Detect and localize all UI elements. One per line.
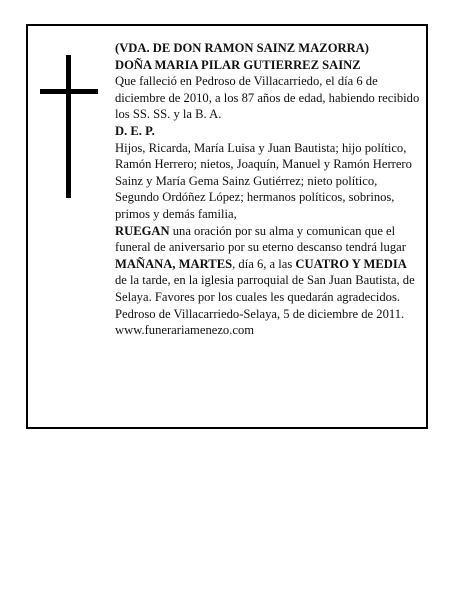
cross-icon: [40, 55, 98, 198]
widow-line: (VDA. DE DON RAMON SAINZ MAZORRA): [115, 41, 369, 55]
funeral-time: CUATRO Y MEDIA: [295, 256, 407, 271]
funeral-day: MAÑANA, MARTES: [115, 256, 233, 271]
death-info: Que falleció en Pedroso de Villacarriedo, el día 6 de diciembre de 2010, a los 87 años de edad, habiendo recibido los SS. SS. y la B. A.: [115, 74, 420, 122]
notice-text: [115, 40, 421, 339]
request-text: una oración por su alma y comunican que el funeral de aniversario por su eterno descanso tendrá lugar: [115, 223, 406, 255]
cross-horizontal-bar: [40, 89, 98, 94]
request-verb: RUEGAN: [115, 223, 170, 238]
family-list: Hijos, Ricarda, María Luisa y Juan Bautista; hijo político, Ramón Herrero; nietos, Joaquín, Manuel y Ramón Herrero Sainz y María Gema Sainz Gutiérrez; nieto político, Segundo Ordóñez López; hermanos políticos, sobrinos, primos y demás familia,: [115, 140, 412, 221]
place-date: Pedroso de Villacarriedo-Selaya, 5 de diciembre de 2011.: [115, 306, 405, 321]
day-text: , día 6, a las: [232, 256, 296, 271]
deceased-name: DOÑA MARIA PILAR GUTIERREZ SAINZ: [115, 57, 361, 72]
obituary-notice: [26, 24, 428, 429]
cross-vertical-bar: [66, 55, 71, 198]
funeral-request: [115, 223, 421, 306]
website-link: www.funerariamenezo.com: [115, 323, 255, 338]
rip-line: D. E. P.: [115, 123, 155, 138]
time-text: de la tarde, en la iglesia parroquial de San Juan Bautista, de Selaya. Favores por los cuales les quedarán agradecidos.: [115, 273, 415, 304]
